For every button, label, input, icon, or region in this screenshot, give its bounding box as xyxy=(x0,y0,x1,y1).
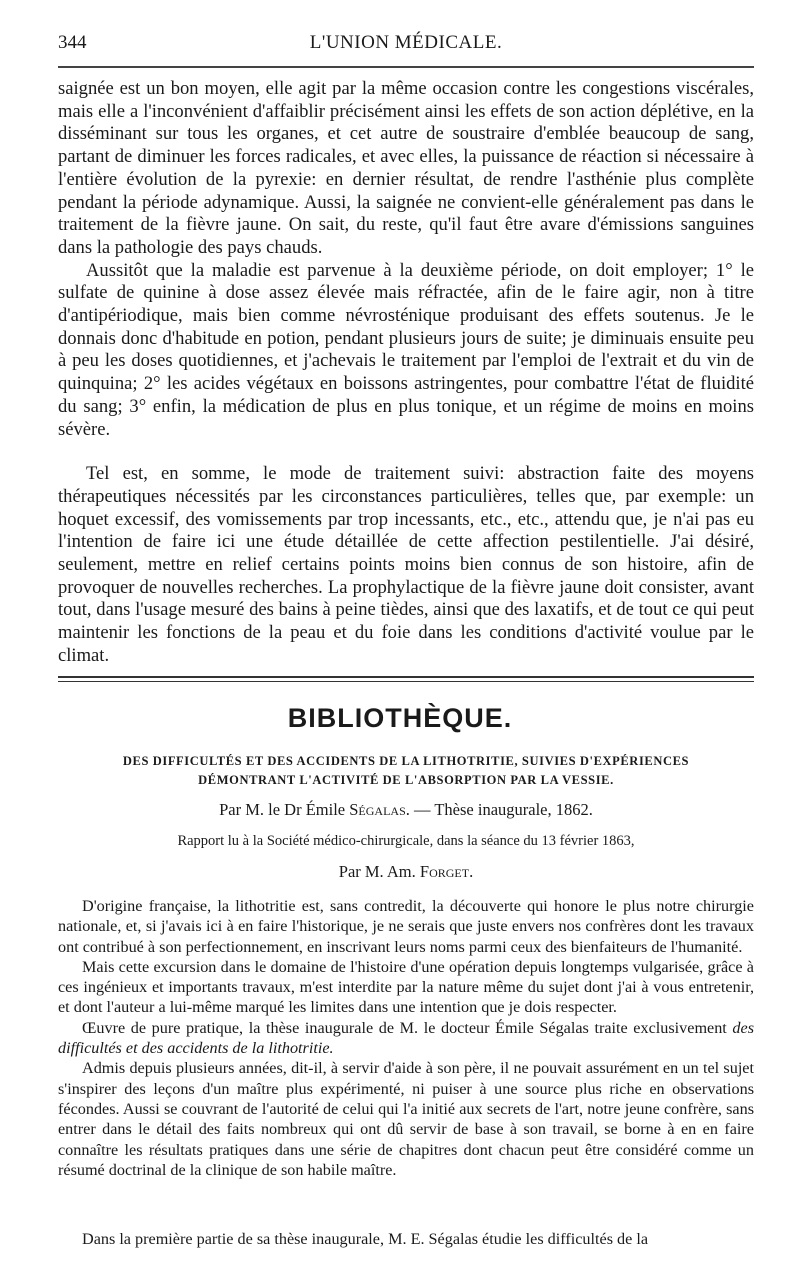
article-title-line-1: DES DIFFICULTÉS ET DES ACCIDENTS DE LA LITHOTRITIE, SUIVIES D'EXPÉRIENCES xyxy=(122,754,690,768)
report-note: Rapport lu à la Société médico-chirurgicale, dans la séance du 13 février 1863, xyxy=(177,833,635,849)
review-paragraph-1: D'origine française, la lithotritie est, sans contredit, la découverte qui honore le plus notre chirurgie nationale, et, si j'avais ici à en faire l'historique, je ne serais que juste envers nos confrères dont les travaux ont contribué à son perfectionnement, en inscrivant leurs noms parmi ceux des bienfaiteurs de l'humanité. xyxy=(58,897,754,956)
review-paragraph-3-text: Œuvre de pure pratique, la thèse inaugurale de M. le docteur Émile Ségalas traite exclusivement xyxy=(82,1018,733,1037)
review-paragraph-4: Admis depuis plusieurs années, dit-il, à servir d'aide à son père, il ne pouvait assurément en un tel sujet s'inspirer des leçons d'un maître plus expérimenté, ni puiser à une source plus riche en observations fécondes. Aussi se couvrant de l'autorité de celui qui l'a initié aux secrets de l'art, notre jeune confrère, sans entrer dans le détail des faits nombreux qui ont dû servir de base à son travail, se borne à en en faire connaître les résultats pratiques dans une série de chapitres dont chacun peut être considéré comme un résumé doctrinal de la clinique de son habile maître. xyxy=(58,1059,754,1179)
author-suffix: . — Thèse inaugurale, 1862. xyxy=(405,800,593,819)
review-body xyxy=(58,896,754,1180)
section-divider xyxy=(58,676,754,678)
review-paragraph-3 xyxy=(58,1018,754,1059)
author-prefix: Par M. le Dr Émile xyxy=(219,800,350,819)
author-name: Ségalas xyxy=(349,800,406,819)
review-paragraph-3-italic: des difficultés et des accidents de la lithotritie. xyxy=(58,1018,754,1058)
article-title-line-2: DÉMONTRANT L'ACTIVITÉ DE L'ABSORPTION PAR LA VESSIE. xyxy=(198,773,614,787)
reviewer-name: Forget xyxy=(419,862,470,881)
paragraph-2: Aussitôt que la maladie est parvenue à la deuxième période, on doit employer; 1° le sulfate de quinine à dose assez élevée mais réfractée, afin de le faire agir, non à titre d'antipériodique, mais bien comme névrosténique produisant des effets soutenus. Je le donnais donc d'habitude en potion, pendant plusieurs jours de suite; je diminuais ensuite peu à peu les doses quotidiennes, et j'achevais le traitement par l'emploi de l'extrait et du vin de quinquina; 2° les acides végétaux en boissons astringentes, pour combattre l'état de fluidité du sang; 3° enfin, la médication de plus en plus tonique, et un régime de moins en moins sévère. xyxy=(58,259,754,440)
article-title xyxy=(58,752,754,790)
review-paragraph-2: Mais cette excursion dans le domaine de l'histoire d'une opération depuis longtemps vulgarisée, grâce à ces ingénieux et importants travaux, m'est interdite par la nature même du sujet dont j'ai à vous entretenir, et dont l'auteur a lui-même marqué les limites dans une intention que je dois respecter. xyxy=(58,957,754,1017)
reviewer-prefix: Par M. Am. xyxy=(338,862,420,881)
header-rule xyxy=(58,66,754,68)
paragraph-1: saignée est un bon moyen, elle agit par la même occasion contre les congestions viscérales, mais elle a l'inconvénient d'affaiblir précisément ainsi les effets de son action déplétive, en la disséminant sur tous les organes, et cet autre de soustraire d'emblée beaucoup de sang, partant de diminuer les forces radicales, et avec elles, la puissance de réaction si nécessaire à l'entière évolution de la pyrexie: en dernier résultat, de rendre l'asthénie plus complète pendant la période adynamique. Aussi, la saignée ne convient-elle généralement pas dans le traitement de la fièvre jaune. On sait, du reste, qu'il faut être avare d'émissions sanguines dans la pathologie des pays chauds. xyxy=(58,78,754,258)
author-byline xyxy=(58,800,754,820)
continued-line: Dans la première partie de sa thèse inaugurale, M. E. Ségalas étudie les difficultés de la xyxy=(82,1230,649,1248)
paragraph-3: Tel est, en somme, le mode de traitement suivi: abstraction faite des moyens thérapeutiques nécessités par les circonstances particulières, telles que, par exemple: un hoquet excessif, des vomissements par trop incessants, etc., etc., attendu que, je n'ai pas eu l'intention de faire ici une étude détaillée de cette affection pestilentielle. J'ai désiré, seulement, mettre en relief certains points moins bien connus de son histoire, afin de provoquer de nouvelles recherches. La prophylactique de la fièvre jaune doit consister, avant tout, dans l'usage mesuré des bains à peine tièdes, ainsi que des laxatifs, et de tout ce qui peut maintenir les fonctions de la peau et du foie dans les conditions d'activité voulue par le climat. xyxy=(58,463,754,666)
continued-article xyxy=(58,78,754,668)
page-header xyxy=(58,32,754,58)
reviewer-suffix: . xyxy=(469,862,474,881)
section-title: BIBLIOTHÈQUE. xyxy=(287,703,513,733)
page-number: 344 xyxy=(58,32,87,53)
reviewer-byline xyxy=(58,862,754,882)
running-title: L'UNION MÉDICALE. xyxy=(309,32,503,53)
